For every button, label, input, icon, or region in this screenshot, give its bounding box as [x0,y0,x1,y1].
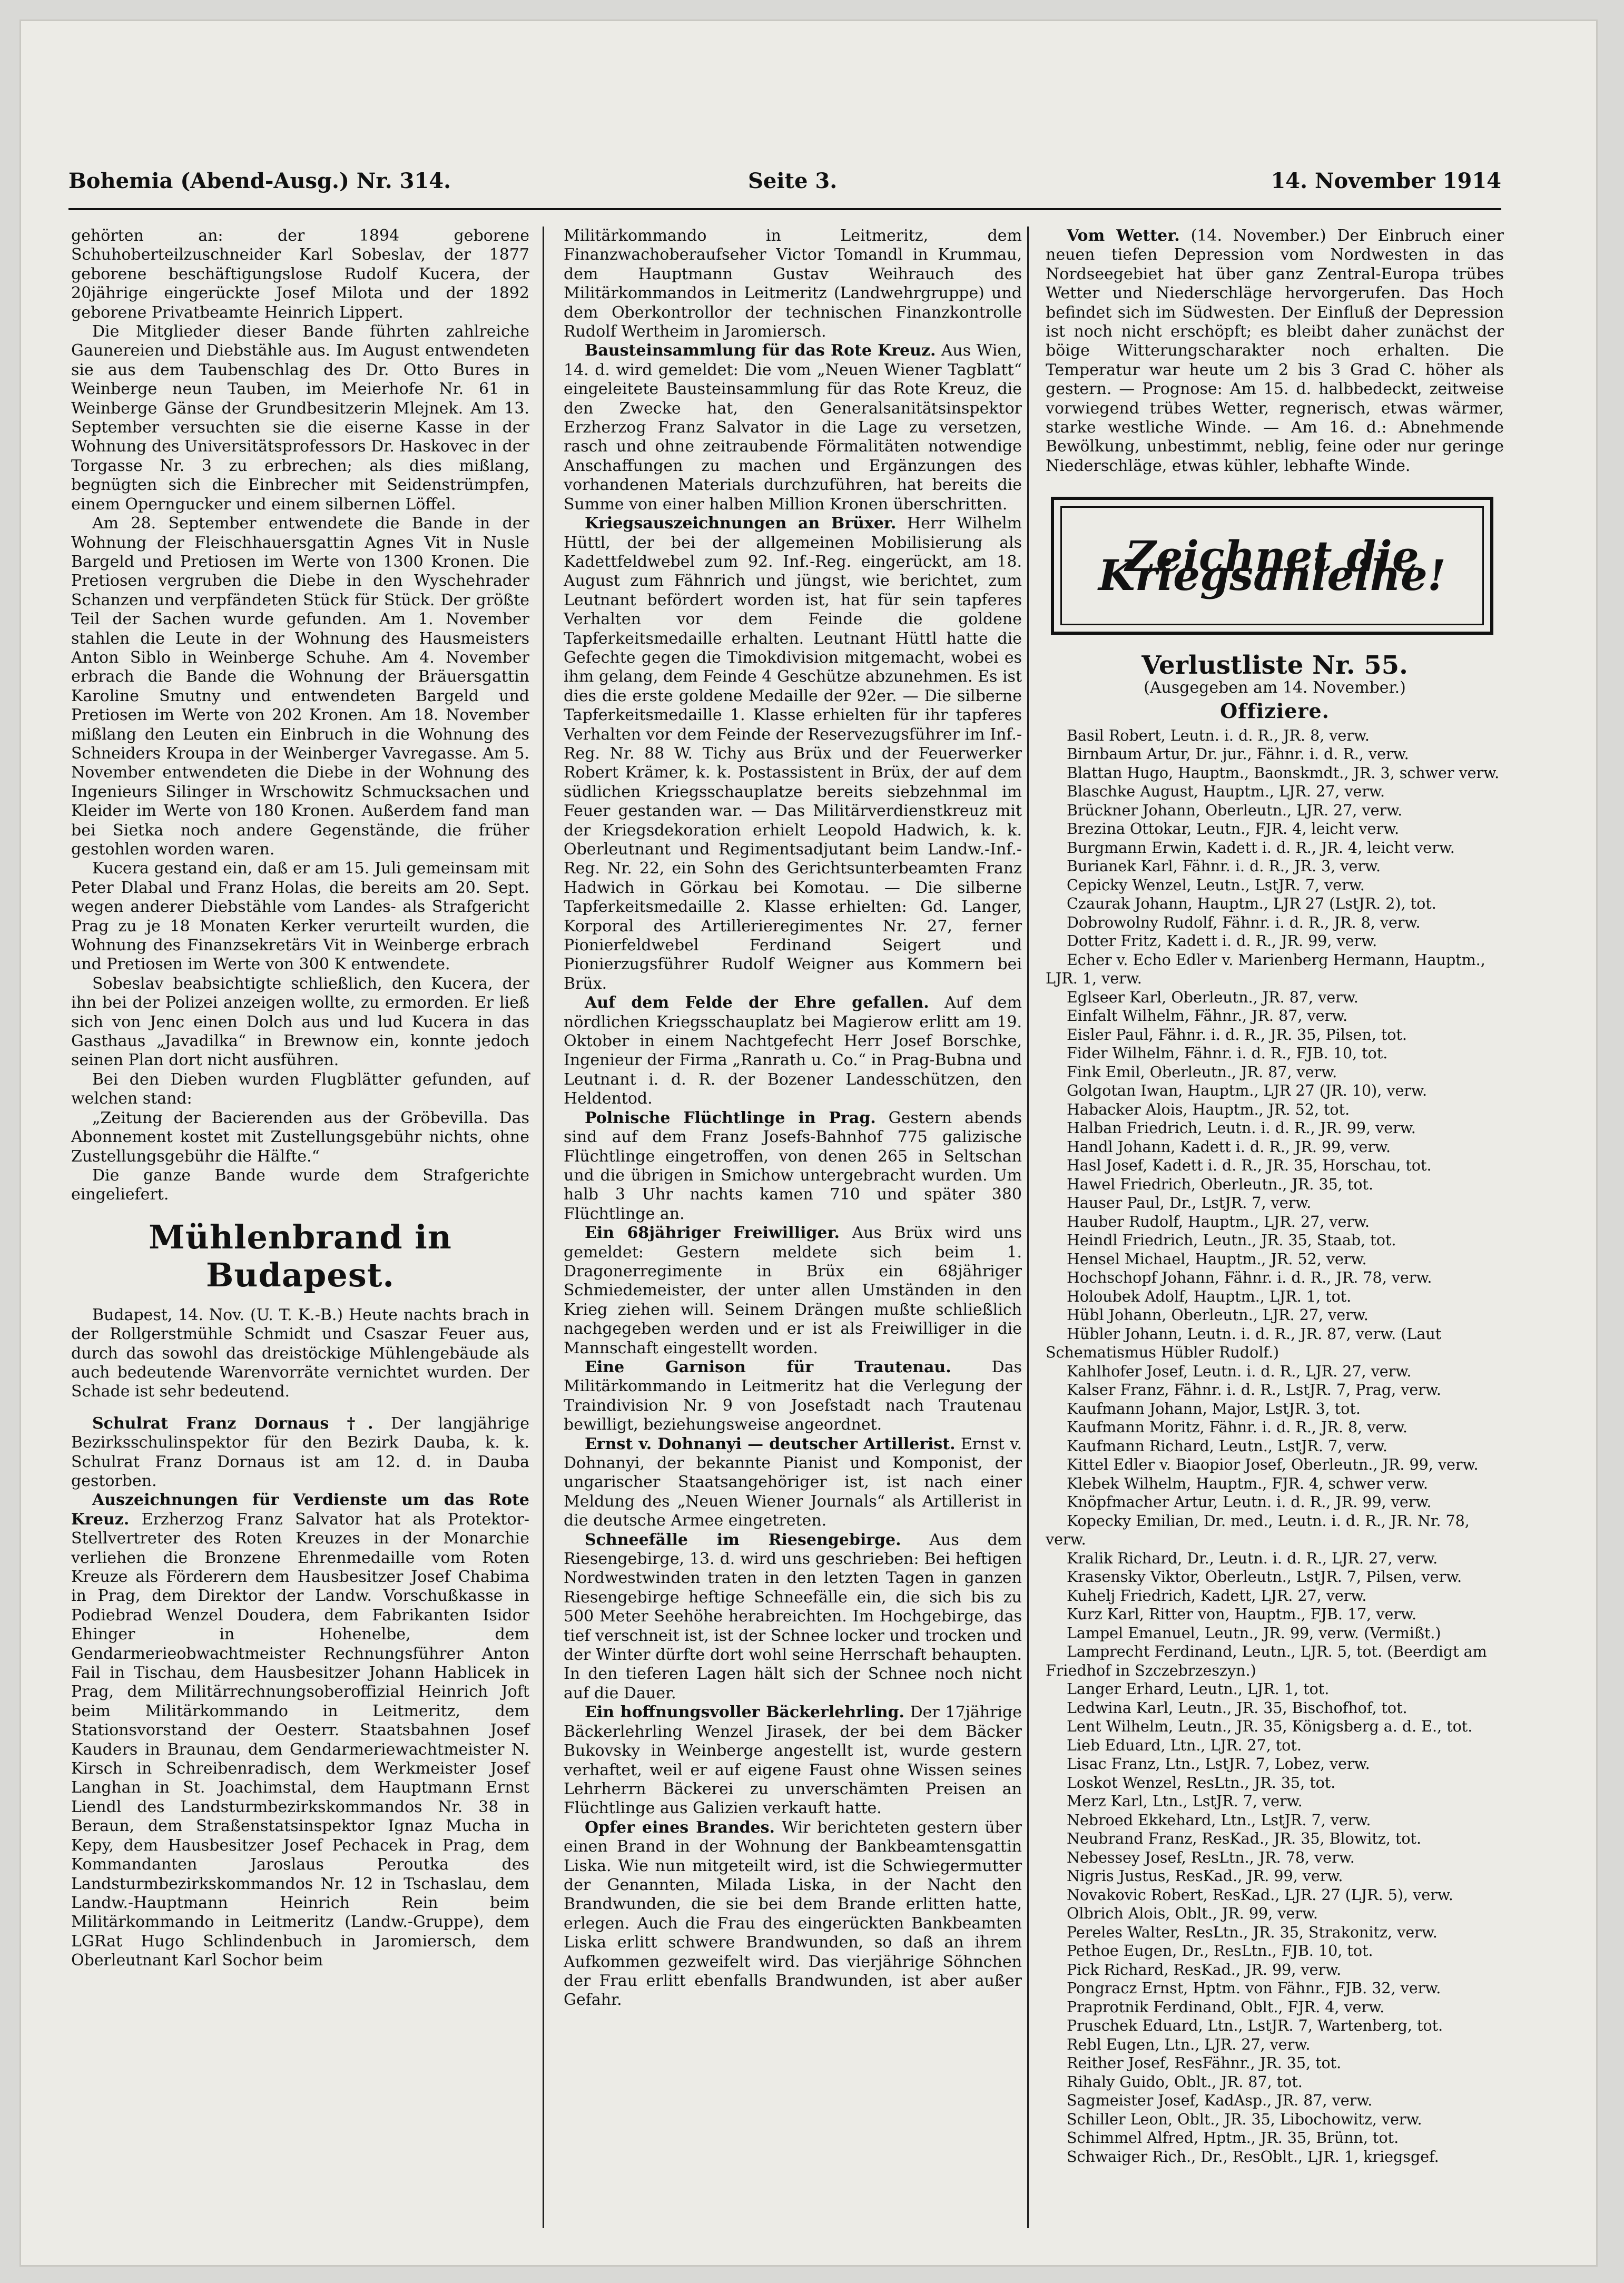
casualty-entry: Lieb Eduard, Ltn., LJR. 27, tot. [1067,1736,1302,1754]
war-bond-advert-text: Zeichnet die Kriegsanleihe! [1060,506,1484,625]
casualty-entry: Neubrand Franz, ResKad., JR. 35, Blowitz, tot. [1067,1830,1422,1847]
article-heading: Schulrat Franz Dornaus †. [92,1414,373,1433]
casualty-entry: Eisler Paul, Fähnr. i. d. R., JR. 35, Pilsen, tot. [1067,1026,1407,1044]
casualty-entry: Halban Friedrich, Leutn. i. d. R., JR. 99, verw. [1067,1119,1416,1137]
casualty-list-subtitle: (Ausgegeben am 14. November.) [1144,678,1406,697]
casualty-entry: Kittel Edler v. Biaopior Josef, Oberleutn., JR. 99, verw. [1067,1456,1479,1473]
casualty-entry: Ledwina Karl, Leutn., JR. 35, Bischofhof, tot. [1067,1699,1408,1717]
casualty-entry: Fider Wilhelm, Fähnr. i. d. R., FJB. 10, tot. [1067,1045,1388,1062]
casualty-entry: Kuhelj Friedrich, Kadett, LJR. 27, verw. [1067,1587,1367,1605]
casualty-entry: Kaufmann Johann, Major, LstJR. 3, tot. [1067,1400,1361,1418]
article-text: Der 17jährige Bäckerlehrling Wenzel Jirasek, der bei dem Bäcker Bukovsky in Weinberge angestellt ist, wurde gestern verhaftet, weil er auf eigene Faust ohne Wissen seines Lehrherrn Bäckerei zu unverschämten Preisen an Flüchtlinge aus Galizien verkauft hatte. [564,1703,1022,1818]
article-heading: Vom Wetter. [1067,227,1180,245]
column-divider [1027,227,1029,2228]
article-heading: Kriegsauszeichnungen an Brüxer. [585,514,897,533]
casualty-entry: Nebroed Ekkehard, Ltn., LstJR. 7, verw. [1067,1811,1371,1829]
article-text: Aus dem Riesengebirge, 13. d. wird uns geschrieben: Bei heftigen Nordwestwinden traten in den letzten Tagen in ganzen Riesengebirge heftige Schneefälle ein, die sich bis zu 500 Meter Seehöhe herabreichten. Im Hochgebirge, das tief verschneit ist, ist der Schnee locker und trocken und der Winter dürfte dort wohl seine Herrschaft behaupten. In den tieferen Lagen hält sich der Schnee noch nicht auf die Dauer. [564,1530,1022,1703]
casualty-entry: Dotter Fritz, Kadett i. d. R., JR. 99, verw. [1067,932,1377,950]
article-text: Budapest, 14. Nov. (U. T. K.-B.) Heute nachts brach in der Rollgerstmühle Schmidt und Csaszar Feuer aus, durch das sowohl das dreistöckige Mühlengebäude als auch bedeutende Warenvorräte vernichtet wurden. Der Schade ist sehr bedeutend. [71,1305,529,1401]
casualty-entry: Einfalt Wilhelm, Fähnr., JR. 87, verw. [1067,1007,1348,1025]
casualty-entry: Heindl Friedrich, Leutn., JR. 35, Staab, tot. [1067,1232,1396,1249]
casualty-entry: Fink Emil, Oberleutn., JR. 87, verw. [1067,1063,1337,1081]
casualty-entry: Schwaiger Rich., Dr., ResOblt., LJR. 1, kriegsgef. [1067,2148,1439,2166]
casualty-list-section: Offiziere. [1220,699,1330,723]
article-heading: Opfer eines Brandes. [585,1818,775,1837]
casualty-entry: Schimmel Alfred, Hptm., JR. 35, Brünn, tot. [1067,2129,1399,2147]
casualty-entry: Kopecky Emilian, Dr. med., Leutn. i. d. R., JR. Nr. 78, verw. [1046,1512,1470,1548]
casualty-entry: Sagmeister Josef, KadAsp., JR. 87, verw. [1067,2092,1373,2109]
article-heading: Eine Garnison für Trautenau. [585,1357,951,1376]
casualty-entry: Hasl Josef, Kadett i. d. R., JR. 35, Horschau, tot. [1067,1157,1432,1174]
article-text: Die ganze Bande wurde dem Strafgerichte eingeliefert. [71,1166,529,1204]
article-text: Sobeslav beabsichtigte schließlich, den Kucera, der ihn bei der Polizei anzeigen wollte, zu ermorden. Er ließ sich von Jenc einen Dolch aus und lud Kucera in das Gasthaus „Javadilka“ in Brewnow ein, konnte jedoch seinen Plan dort nicht ausführen. [71,974,529,1070]
casualty-entry: Praprotnik Ferdinand, Oblt., FJR. 4, verw. [1067,1998,1385,2016]
article-text: Erzherzog Franz Salvator hat als Protektor-Stellvertreter des Roten Kreuzes in der Monarchie verliehen die Bronzene Ehrenmedaille vom Roten Kreuze als Förderern dem Hausbesitzer Josef Chabima in Prag, dem Direktor der Landw. Vorschußkasse in Podiebrad Wenzel Doudera, dem Fabrikanten Isidor Ehinger in Hohenelbe, dem Gendarmerieobwachtmeister Rechnungsführer Anton Fail in Tischau, dem Hausbesitzer Johann Hablicek in Prag, dem Militärrechnungsoberoffizial Heinrich Joft beim Militärkommando in Leitmeritz, dem Stationsvorstand der Oesterr. Staatsbahnen Josef Kauders in Braunau, dem Gendarmeriewachtmeister N. Kirsch in Schreibenradisch, dem Werkmeister Josef Langhan in St. Joachimstal, dem Hauptmann Ernst Liendl des Landsturmbezirkskommandos Nr. 38 in Beraun, dem Straßenstatsinspektor Ignaz Mucha in Kepy, dem Hausbesitzer Josef Pechacek in Prag, dem Kommandanten Jaroslaus Peroutka des Landsturmbezirkskommandos Nr. 12 in Tschaslau, dem Landw.-Hauptmann Heinrich Rein beim Militärkommando in Leitmeritz (Landw.-Gruppe), dem LGRat Hugo Schlindenbuch in Jaromiersch, dem Oberleutnant Karl Sochor beim [71,1510,529,1970]
article-text: Aus Wien, 14. d. wird gemeldet: Die vom „Neuen Wiener Tagblatt“ eingeleitete Bausteinsammlung für das Rote Kreuz, die den Zwecke hat, den Generalsanitätsinspektor Erzherzog Franz Salvator in die Lage zu versetzen, rasch und ohne zeitraubende Förmalitäten notwendige Anschaffungen zu machen und Ergänzungen des vorhandenen Materials durchzuführen, hat bereits die Summe von einer halben Million Kronen überschritten. [564,341,1022,514]
column-1 [71,227,529,1971]
article-heading: Ein hoffnungsvoller Bäckerlehrling. [585,1703,904,1722]
casualty-entry: Rihaly Guido, Oblt., JR. 87, tot. [1067,2073,1303,2091]
casualty-entry: Echer v. Echo Edler v. Marienberg Hermann, Hauptm., LJR. 1, verw. [1046,951,1485,987]
article-heading: Bausteinsammlung für das Rote Kreuz. [585,341,936,360]
casualty-entry: Olbrich Alois, Oblt., JR. 99, verw. [1067,1905,1318,1922]
casualty-entry: Merz Karl, Ltn., LstJR. 7, verw. [1067,1793,1303,1810]
casualty-entry: Knöpfmacher Artur, Leutn. i. d. R., JR. 99, verw. [1067,1493,1432,1511]
issue-date: 14. November 1914 [1271,169,1501,193]
article-text: Der langjährige Bezirksschulinspektor für den Bezirk Dauba, k. k. Schulrat Franz Dornaus ist am 12. d. in Dauba gestorben. [71,1414,529,1490]
header-rule [68,208,1501,210]
article-text: gehörten an: der 1894 geborene Schuhoberteilzuschneider Karl Sobeslav, der 1877 geborene beschäftigungslose Rudolf Kucera, der 20jährige eingerückte Josef Milota und der 1892 geborene Privatbeamte Heinrich Lippert. [71,227,529,322]
casualty-entry: Schiller Leon, Oblt., JR. 35, Libochowitz, verw. [1067,2110,1422,2128]
casualty-entry: Holoubek Adolf, Hauptm., LJR. 1, tot. [1067,1287,1352,1305]
casualty-entry: Hensel Michael, Hauptm., JR. 52, verw. [1067,1250,1367,1268]
war-bond-advert [1051,497,1493,635]
article-heading: Schneefälle im Riesengebirge. [585,1530,901,1549]
casualty-entry: Kahlhofer Josef, Leutn. i. d. R., LJR. 27, verw. [1067,1362,1412,1380]
casualty-entry: Kurz Karl, Ritter von, Hauptm., FJB. 17, verw. [1067,1606,1417,1623]
casualty-entry: Golgotan Iwan, Hauptm., LJR 27 (JR. 10), verw. [1067,1082,1427,1099]
casualty-entry: Hübl Johann, Oberleutn., LJR. 27, verw. [1067,1306,1369,1324]
article-text: Wir berichteten gestern über einen Brand in der Wohnung der Bankbeamtensgattin Liska. Wie nun mitgeteilt wird, ist die Schwiegermutter der Genannten, Milada Liska, in der Nacht den Brandwunden, die sie bei dem Brande erlitten hatte, erlegen. Auch die Frau des eingerückten Bankbeamten Liska erlitt schwere Brandwunden, so daß an ihrem Aufkommen gezweifelt wird. Das vierjährige Söhnchen der Frau erlitt ebenfalls Brandwunden, ist aber außer Gefahr. [564,1818,1022,2010]
article-heading: Auszeichnungen für Verdienste um das Rote Kreuz. [71,1491,529,1529]
page-number: Seite 3. [748,169,838,193]
article-text: Kucera gestand ein, daß er am 15. Juli gemeinsam mit Peter Dlabal und Franz Holas, die bereits am 20. Sept. wegen anderer Diebstähle vom Landes- als Strafgericht Prag zu je 18 Monaten Kerker verurteilt wurden, die Wohnung des Finanzsekretärs Vit in Weinberge erbrach und Pretiosen im Werte von 300 K entwendete. [71,859,529,974]
casualty-entry: Birnbaum Artur, Dr. jur., Fähnr. i. d. R., verw. [1067,745,1409,763]
casualty-entry: Langer Erhard, Leutn., LJR. 1, tot. [1067,1680,1330,1698]
casualty-entry: Lampel Emanuel, Leutn., JR. 99, verw. (Vermißt.) [1067,1624,1441,1642]
casualty-entry: Burianek Karl, Fähnr. i. d. R., JR. 3, verw. [1067,858,1381,875]
casualty-entry: Hauber Rudolf, Hauptm., LJR. 27, verw. [1067,1213,1370,1231]
casualty-entry: Hübler Johann, Leutn. i. d. R., JR. 87, verw. (Laut Schematismus Hübler Rudolf.) [1046,1325,1442,1361]
article-text: Aus Brüx wird uns gemeldet: Gestern meldete sich beim 1. Dragonerregimente in Brüx ein 68jähriger Schmiedemeister, der unter allen Umständen in den Krieg ziehen will. Seinem Drängen mußte schließlich nachgegeben werden und er ist als Freiwilliger in die Mannschaft eingestellt worden. [564,1224,1022,1357]
casualty-entry: Lamprecht Ferdinand, Leutn., LJR. 5, tot. (Beerdigt am Friedhof in Szczebrzeszyn.) [1046,1643,1487,1679]
casualty-entry: Novakovic Robert, ResKad., LJR. 27 (LJR. 5), verw. [1067,1886,1453,1904]
casualty-entry: Blattan Hugo, Hauptm., Baonskmdt., JR. 3, schwer verw. [1067,764,1500,782]
article-text: Das Militärkommando in Leitmeritz hat die Verlegung der Traindivision Nr. 9 von Josefstadt nach Trautenau bewilligt, beziehungsweise angeordnet. [564,1357,1022,1434]
column-divider [543,227,544,2228]
casualty-entry: Kaufmann Moritz, Fähnr. i. d. R., JR. 8, verw. [1067,1419,1408,1436]
article-heading: Polnische Flüchtlinge in Prag. [585,1108,876,1127]
column-2 [564,227,1022,2010]
casualty-entry: Lisac Franz, Ltn., LstJR. 7, Lobez, verw. [1067,1755,1370,1773]
casualty-entry: Cepicky Wenzel, Leutn., LstJR. 7, verw. [1067,876,1365,894]
casualty-entry: Pethoe Eugen, Dr., ResLtn., FJB. 10, tot. [1067,1942,1373,1960]
article-text: Herr Wilhelm Hüttl, der bei der allgemeinen Mobilisierung als Kadettfeldwebel zum 92. Inf.-Reg. eingerückt, am 18. August zum Fähnrich und jüngst, wie berichtet, zum Leutnant befördert worden ist, hat für sein tapferes Verhalten vor dem Feinde die goldene Tapferkeitsmedaille erhalten. Leutnant Hüttl hatte die Gefechte gegen die Timokdivision mitgemacht, wobei es ihm gelang, dem Feinde 4 Geschütze abzunehmen. Es ist dies die erste goldene Medaille der 92er. — Die silberne Tapferkeitsmedaille 1. Klasse erhielten für ihr tapferes Verhalten vor dem Feinde der Reservezugsführer im Inf.-Reg. Nr. 88 W. Tichy aus Brüx und der Feuerwerker Robert Krämer, k. k. Postassistent in Brüx, der auf dem südlichen Kriegsschauplatze bereits siebzehnmal im Feuer gestanden war. — Das Militärverdienstkreuz mit der Kriegsdekoration erhielt Leopold Hadwich, k. k. Oberleutnant und Regimentsadjutant beim Landw.-Inf.-Reg. Nr. 22, ein Sohn des Gerichtsunterbeamten Franz Hadwich in Görkau bei Komotau. — Die silberne Tapferkeitsmedaille 2. Klasse erhielten: Gd. Langer, Korporal des Artillerieregimentes Nr. 27, ferner Pionierfeldwebel Ferdinand Seigert und Pionierzugsführer Rudolf Weigner aus Kommern bei Brüx. [564,514,1022,993]
casualty-list-title: Verlustliste Nr. 55. [1141,651,1408,681]
casualty-entry: Pick Richard, ResKad., JR. 99, verw. [1067,1961,1342,1979]
newspaper-page [21,21,1596,2265]
casualty-entry: Blaschke August, Hauptm., LJR. 27, verw. [1067,783,1385,800]
casualty-entry: Dobrowolny Rudolf, Fähnr. i. d. R., JR. 8, verw. [1067,913,1421,931]
casualty-entry: Nebessey Josef, ResLtn., JR. 78, verw. [1067,1848,1355,1866]
casualty-entry: Hochschopf Johann, Fähnr. i. d. R., JR. 78, verw. [1067,1269,1432,1286]
casualty-entry: Hawel Friedrich, Oberleutn., JR. 35, tot. [1067,1175,1374,1193]
casualty-entry: Klebek Wilhelm, Hauptm., FJR. 4, schwer verw. [1067,1474,1428,1492]
page-header [68,158,1501,200]
casualty-entry: Pongracz Ernst, Hptm. von Fähnr., FJB. 32, verw. [1067,1980,1441,1997]
article-text: Gestern abends sind auf dem Franz Josefs-Bahnhof 775 galizische Flüchtlinge eingetroffen, von denen 265 in Seltschan und die übrigen in Smichow untergebracht wurden. Um halb 3 Uhr nachts kamen 710 und später 380 Flüchtlinge an. [564,1108,1022,1223]
casualty-entry: Krasensky Viktor, Oberleutn., LstJR. 7, Pilsen, verw. [1067,1568,1462,1586]
article-text: Bei den Dieben wurden Flugblätter gefunden, auf welchen stand: [71,1070,529,1108]
article-text: Am 28. September entwendete die Bande in der Wohnung der Fleischhauersgattin Agnes Vit in Nusle Bargeld und Pretiosen im Werte von 1300 Kronen. Die Pretiosen vergruben die Diebe in den Wyschehrader Schanzen und verpfändeten Stück für Stück. Der größte Teil der Sachen wurde gefunden. Am 1. November stahlen die Leute in der Wohnung des Hausmeisters Anton Siblo in Weinberge Schuhe. Am 4. November erbrach die Bande die Wohnung der Bräuersgattin Karoline Smutny und entwendeten Bargeld und Pretiosen im Werte von 202 Kronen. Am 18. November mißlang den Leuten ein Einbruch in die Wohnung des Schneiders Kroupa in der Weinberger Vavregasse. Am 5. November entwendeten die Diebe in der Wohnung des Ingenieurs Silinger in Wrschowitz Schmucksachen und Kleider im Werte von 180 Kronen. Außerdem fand man bei Sietka noch andere Gegenstände, die früher gestohlen worden waren. [71,514,529,859]
masthead-issue: Bohemia (Abend-Ausg.) Nr. 314. [68,169,451,193]
article-text: Auf dem nördlichen Kriegsschauplatz bei Magierow erlitt am 19. Oktober in einem Nachtgefecht Herr Josef Borschke, Ingenieur der Firma „Ranrath u. Co.“ in Prag-Bubna und Leutnant i. d. R. der Bozener Landesschützen, den Heldentod. [564,993,1022,1108]
casualty-entry: Lent Wilhelm, Leutn., JR. 35, Königsberg a. d. E., tot. [1067,1718,1473,1735]
casualty-entry: Kalser Franz, Fähnr. i. d. R., LstJR. 7, Prag, verw. [1067,1381,1441,1399]
article-text: Militärkommando in Leitmeritz, dem Finanzwachoberaufseher Victor Tomandl in Krummau, dem Hauptmann Gustav Weihrauch des Militärkommandos in Leitmeritz (Landwehrgruppe) und dem Oberkontrollor der technischen Finanzkontrolle Rudolf Wertheim in Jaromiersch. [564,227,1022,341]
casualty-entry: Hauser Paul, Dr., LstJR. 7, verw. [1067,1194,1312,1212]
article-heading: Ein 68jähriger Freiwilliger. [585,1224,840,1243]
casualty-entry: Basil Robert, Leutn. i. d. R., JR. 8, verw. [1067,726,1370,744]
casualty-entry: Kralik Richard, Dr., Leutn. i. d. R., LJR. 27, verw. [1067,1549,1438,1567]
casualty-entry: Burgmann Erwin, Kadett i. d. R., JR. 4, leicht verw. [1067,839,1455,857]
article-headline: Mühlenbrand in Budapest. [149,1217,452,1294]
casualty-entry: Pruschek Eduard, Ltn., LstJR. 7, Wartenberg, tot. [1067,2017,1443,2034]
casualty-entry: Brezina Ottokar, Leutn., FJR. 4, leicht verw. [1067,820,1400,838]
article-text: (14. November.) Der Einbruch einer neuen tiefen Depression vom Nordwesten in das Nordseegebiet hat über ganz Zentral-Europa trübes Wetter und Niederschläge hervorgerufen. Das Hoch befindet sich im Südwesten. Der Einfluß der Depression ist noch nicht erschöpft; es bleibt daher zunächst der böige Witterungscharakter noch erhalten. Die Temperatur war heute um 2 bis 3 Grad C. höher als gestern. — Prognose: Am 15. d. halbbedeckt, zeitweise vorwiegend trübes Wetter, regnerisch, etwas wärmer, starke westliche Winde. — Am 16. d.: Abnehmende Bewölkung, unbestimmt, neblig, feine oder nur geringe Niederschläge, etwas kühler, lebhafte Winde. [1046,227,1504,475]
casualty-entry: Pereles Walter, ResLtn., JR. 35, Strakonitz, verw. [1067,1923,1438,1941]
article-quote: „Zeitung der Bacierenden aus der Gröbevilla. Das Abonnement kostet mit Zustellungsgebühr nichts, ohne Zustellungsgebühr die Hälfte.“ [71,1108,529,1166]
casualty-entry: Kaufmann Richard, Leutn., LstJR. 7, verw. [1067,1437,1387,1455]
casualty-entry: Reither Josef, ResFähnr., JR. 35, tot. [1067,2054,1342,2072]
article-text: Ernst v. Dohnanyi, der bekannte Pianist und Komponist, der ungarischer Staatsangehöriger ist, ist nach einer Meldung des „Neuen Wiener Journals“ als Artillerist in die deutsche Armee eingetreten. [564,1434,1022,1530]
casualty-entry: Habacker Alois, Hauptm., JR. 52, tot. [1067,1100,1350,1118]
casualty-entry: Handl Johann, Kadett i. d. R., JR. 99, verw. [1067,1138,1391,1156]
article-text: Die Mitglieder dieser Bande führten zahlreiche Gaunereien und Diebstähle aus. Im August entwendeten sie aus dem Taubenschlag des Dr. Otto Bures in Weinberge neun Tauben, im Meierhofe Nr. 61 in Weinberge Gänse der Grundbesitzerin Mlejnek. Am 13. September versuchten sie die eiserne Kasse in der Wohnung des Universitätsprofessors Dr. Haskovec in der Torgasse Nr. 3 zu erbrechen; als dies mißlang, begnügten sich die Einbrecher mit Seidenstrümpfen, einem Operngucker und einem silbernen Löffel. [71,322,529,514]
article-heading: Ernst v. Dohnanyi — deutscher Artillerist. [585,1434,956,1453]
casualty-entry: Brückner Johann, Oberleutn., LJR. 27, verw. [1067,801,1403,819]
casualty-entry: Czaurak Johann, Hauptm., LJR 27 (LstJR. 2), tot. [1067,895,1436,912]
column-3 [1046,227,1504,2166]
article-heading: Auf dem Felde der Ehre gefallen. [585,993,929,1012]
casualty-list [1046,726,1504,2167]
casualty-entry: Rebl Eugen, Ltn., LJR. 27, verw. [1067,2035,1311,2053]
casualty-entry: Loskot Wenzel, ResLtn., JR. 35, tot. [1067,1774,1336,1792]
casualty-entry: Eglseer Karl, Oberleutn., JR. 87, verw. [1067,988,1359,1006]
casualty-entry: Nigris Justus, ResKad., JR. 99, verw. [1067,1867,1343,1885]
